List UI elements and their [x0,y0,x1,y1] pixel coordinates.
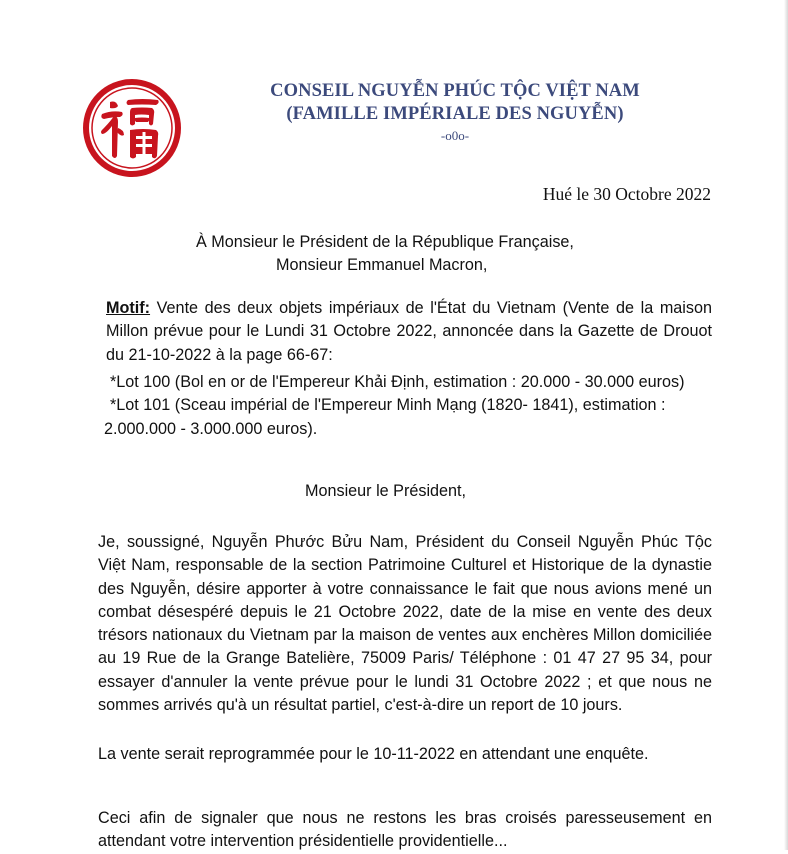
fu-character-seal-icon [80,76,184,180]
page-edge-shadow [784,0,788,850]
body-paragraph-2: La vente serait reprogrammée pour le 10-11-2022 en attendant une enquête. [98,745,649,763]
subject-paragraph [106,297,712,367]
lot-101: *Lot 101 (Sceau impérial de l'Empereur Minh Mạng (1820- 1841), estimation : [110,396,666,415]
salutation: Monsieur le Président, [305,482,467,500]
organization-name: CONSEIL NGUYỄN PHÚC TỘC VIỆT NAM [270,81,640,101]
lot-101-continued: 2.000.000 - 3.000.000 euros). [104,419,318,438]
recipient-line-1: À Monsieur le Président de la République Française, [196,233,574,251]
organization-subtitle: (FAMILLE IMPÉRIALE DES NGUYỄN) [286,104,624,124]
lots-list [104,371,716,441]
body-paragraph-1: Je, soussigné, Nguyễn Phước Bửu Nam, Président du Conseil Nguyễn Phúc Tộc Việt Nam, responsable de la section Patrimoine Culturel et Historique de la dynastie des Nguyễn, désire apporter à votre connaissance le fait que nous avions mené un combat désespéré depuis le 21 Octobre 2022, date de la mise en vente des deux trésors nationaux du Vietnam par la maison de ventes aux enchères Millon domiciliée au 19 Rue de la Grange Batelière, 75009 Paris/ Téléphone : 01 47 27 95 34, pour essayer d'annuler la vente prévue pour le lundi 31 Octobre 2022 ; et que nous ne sommes arrivés qu'à un résultat partiel, c'est-à-dire un report de 10 jours. [98,533,712,715]
letterhead [250,80,660,144]
subject-label: Motif: [106,299,151,317]
recipient-line-2: Monsieur Emmanuel Macron, [276,256,488,275]
body-paragraph-3: Ceci afin de signaler que nous ne restons les bras croisés paresseusement en attendant votre intervention présidentielle providentielle... [98,809,712,851]
letter-date: Hué le 30 Octobre 2022 [542,184,711,204]
subject-text: Vente des deux objets impériaux de l'État du Vietnam (Vente de la maison Millon prévue pour le Lundi 31 Octobre 2022, annoncée dans la Gazette de Drouot du 21-10-2022 à la page 66-67: [106,299,712,364]
header-separator: -o0o- [440,128,470,143]
lot-100: *Lot 100 (Bol en or de l'Empereur Khải Định, estimation : 20.000 - 30.000 euros) [110,373,685,391]
recipient-block [196,231,574,278]
